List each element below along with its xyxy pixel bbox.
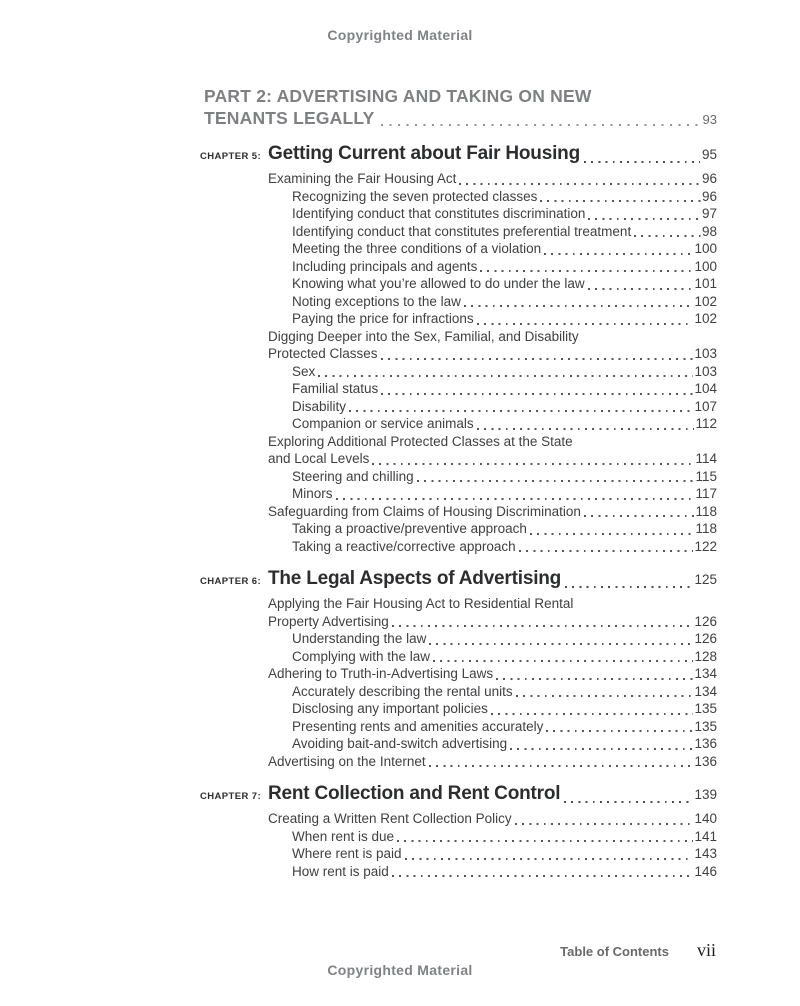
dot-leader: [459, 183, 701, 185]
toc-entry-page-number: 135: [694, 701, 717, 716]
dot-leader: [546, 730, 693, 732]
toc-entry-label: Disability: [292, 398, 347, 414]
toc-entry-label: When rent is due: [292, 828, 395, 844]
toc-entry-label: How rent is paid: [292, 863, 389, 879]
toc-entry-page-number: 98: [701, 223, 717, 239]
chapter-title: Getting Current about Fair Housing: [268, 143, 580, 164]
toc-entry-label: Sex: [292, 363, 316, 379]
dot-leader: [464, 305, 694, 307]
dot-leader: [530, 533, 695, 535]
dot-leader: [392, 625, 694, 627]
toc-entry-label: Advertising on the Internet: [268, 753, 426, 769]
toc-entry-label: Understanding the law: [292, 631, 427, 646]
toc-entry: [292, 520, 717, 538]
toc-entry-label: Creating a Written Rent Collection Policy: [268, 811, 512, 826]
toc-entry-page-number: 134: [694, 683, 717, 699]
toc-entry-label: Digging Deeper into the Sex, Familial, and Disability: [268, 328, 579, 344]
dot-leader: [480, 270, 693, 272]
toc-entry: [292, 398, 717, 416]
toc-entry-page-number: 102: [694, 311, 717, 326]
dot-leader: [544, 253, 693, 255]
toc-entry-page-number: 122: [694, 538, 717, 554]
toc-entry-label: Applying the Fair Housing Act to Residential Rental: [268, 596, 574, 611]
toc-entry: [292, 648, 717, 666]
toc-entry-page-number: 100: [694, 241, 717, 256]
dot-leader: [433, 660, 693, 662]
toc-entry-label: Companion or service animals: [292, 416, 474, 431]
toc-entry-label: Knowing what you’re allowed to do under the law: [292, 276, 585, 291]
page-footer: [560, 940, 716, 961]
dot-leader: [564, 801, 692, 803]
toc-entry: [292, 258, 717, 276]
dot-leader: [491, 713, 694, 715]
toc-entry-page-number: 107: [694, 398, 717, 414]
toc-entry: [292, 415, 717, 433]
toc-entry-label: Familial status: [292, 381, 379, 396]
toc-entry-label: Identifying conduct that constitutes preferential treatment: [292, 223, 632, 239]
part-heading-line2: [204, 108, 717, 131]
toc-entry: [292, 275, 717, 293]
dot-leader: [392, 875, 694, 877]
toc-entry-page-number: 115: [695, 468, 717, 484]
dot-leader: [417, 480, 695, 482]
toc-entry: [292, 293, 717, 311]
dot-leader: [584, 161, 700, 163]
toc-entry: [268, 665, 717, 683]
toc-entry-label: Meeting the three conditions of a violation: [292, 241, 542, 256]
toc-entry: [292, 630, 717, 648]
toc-entry-wrap-line: [268, 433, 717, 451]
toc-entry: [292, 223, 717, 241]
part-heading-label2: TENANTS LEGALLY: [204, 107, 375, 128]
toc-entry-label: Noting exceptions to the law: [292, 293, 461, 309]
toc-entry-page-number: 126: [694, 613, 717, 629]
toc-entry-label-continued: Property Advertising: [268, 613, 389, 629]
toc-entry: [292, 718, 717, 736]
toc-entry-label: Examining the Fair Housing Act: [268, 171, 457, 186]
dot-leader: [496, 678, 693, 680]
toc-entry-page-number: 118: [695, 503, 717, 519]
toc-entry: [292, 188, 717, 206]
toc-entry: [292, 700, 717, 718]
toc-entry-label: Adhering to Truth-in-Advertising Laws: [268, 666, 494, 681]
toc-entry-page-number: 112: [695, 416, 717, 431]
toc-entry-page-number: 101: [694, 276, 717, 291]
chapter-entries: [200, 810, 717, 880]
toc-entry-label: Where rent is paid: [292, 846, 402, 861]
chapter-heading: [200, 782, 717, 808]
toc-entry-label: Taking a proactive/preventive approach: [292, 521, 527, 536]
toc-entry-page-number: 136: [694, 753, 717, 769]
toc-entry: [292, 363, 717, 381]
footer-section-label: Table of Contents: [560, 944, 669, 959]
toc-entry-wrap-line: [268, 595, 717, 613]
dot-leader: [397, 840, 693, 842]
toc-entry-page-number: 117: [695, 486, 717, 501]
toc-entry-label: Avoiding bait-and-switch advertising: [292, 736, 508, 751]
toc-entry-page-number: 102: [694, 293, 717, 309]
dot-leader: [540, 200, 701, 202]
chapter-title: Rent Collection and Rent Control: [268, 783, 561, 804]
toc-entry-wrap-line: [268, 328, 717, 346]
dot-leader: [477, 323, 694, 325]
part-heading: [204, 86, 717, 130]
toc-entry-page-number: 114: [695, 451, 717, 466]
chapter-number-label: CHAPTER 5:: [200, 151, 262, 162]
chapter-title: The Legal Aspects of Advertising: [268, 568, 562, 589]
toc-entry: [268, 810, 717, 828]
toc-entry-page-number: 103: [694, 346, 717, 361]
toc-entry-page-number: 146: [694, 863, 717, 879]
toc-entry-page-number: 126: [694, 631, 717, 646]
toc-entry: [292, 538, 717, 556]
footer-page-number: vii: [696, 940, 716, 960]
toc-entry-page-number: 100: [694, 258, 717, 274]
dot-leader: [565, 586, 692, 588]
chapter-entries: [200, 595, 717, 770]
toc-entry-label: Exploring Additional Protected Classes at the State: [268, 433, 573, 449]
toc-entry: [292, 845, 717, 863]
chapter-heading: [200, 567, 717, 593]
toc-entry-label: Presenting rents and amenities accurately: [292, 718, 544, 734]
toc-entry-page-number: 136: [694, 736, 717, 751]
toc-entry-label: Minors: [292, 486, 333, 501]
toc-entry-label: Steering and chilling: [292, 468, 414, 484]
toc-entry: [292, 683, 717, 701]
toc-entry-page-number: 134: [694, 666, 717, 681]
chapter-number-label: CHAPTER 7:: [200, 791, 262, 802]
toc-entry-page-number: 103: [694, 363, 717, 379]
toc-entry-page-number: 97: [701, 206, 717, 221]
dot-leader: [318, 375, 693, 377]
toc-entry: [292, 828, 717, 846]
toc-entry: [292, 205, 717, 223]
toc-entry: [292, 735, 717, 753]
dot-leader: [588, 218, 701, 220]
dot-leader: [519, 550, 694, 552]
chapter-page-number: 125: [694, 572, 717, 587]
toc-entry-page-number: 104: [694, 381, 717, 396]
toc-entry: [268, 170, 717, 188]
dot-leader: [336, 498, 695, 500]
toc-entry: [292, 240, 717, 258]
toc-entry: [268, 613, 717, 631]
dot-leader: [372, 463, 694, 465]
toc-entry: [268, 753, 717, 771]
toc-entry: [268, 345, 717, 363]
copyright-watermark-bottom: Copyrighted Material: [327, 962, 473, 978]
toc-entry-label: Paying the price for infractions: [292, 311, 474, 326]
chapter-page-number: 95: [701, 147, 717, 162]
dot-leader: [510, 748, 693, 750]
dot-leader: [516, 695, 694, 697]
dot-leader: [429, 765, 694, 767]
toc-entry-label: Safeguarding from Claims of Housing Discrimination: [268, 503, 581, 519]
dot-leader: [381, 124, 699, 126]
toc-entry: [268, 503, 717, 521]
toc-entry-label: Disclosing any important policies: [292, 701, 488, 716]
toc-entry-label: Including principals and agents: [292, 258, 478, 274]
toc-entry: [292, 310, 717, 328]
part-page-number: 93: [702, 111, 717, 127]
dot-leader: [634, 235, 701, 237]
toc-entry-page-number: 96: [701, 171, 717, 186]
toc-entry-page-number: 143: [694, 846, 717, 861]
chapter-block: [200, 782, 717, 880]
dot-leader: [349, 410, 693, 412]
toc-entry-page-number: 96: [701, 188, 717, 204]
chapter-block: [200, 567, 717, 770]
toc-entry: [292, 863, 717, 881]
toc-entry-label: Complying with the law: [292, 648, 431, 664]
chapters-list: [200, 142, 717, 880]
dot-leader: [429, 643, 693, 645]
dot-leader: [588, 288, 694, 290]
toc-entry-label: Accurately describing the rental units: [292, 683, 513, 699]
toc-entry-label: Taking a reactive/corrective approach: [292, 538, 516, 554]
toc-entry-page-number: 140: [694, 811, 717, 826]
chapter-page-number: 139: [694, 787, 717, 802]
dot-leader: [515, 823, 694, 825]
toc-entry-label-continued: Protected Classes: [268, 346, 378, 361]
toc-entry-page-number: 128: [694, 648, 717, 664]
toc-entry: [268, 450, 717, 468]
chapter-entries: [200, 170, 717, 555]
chapter-number-label: CHAPTER 6:: [200, 576, 262, 587]
dot-leader: [381, 393, 693, 395]
toc-entry: [292, 468, 717, 486]
toc-content: [200, 86, 717, 880]
toc-entry-label-continued: and Local Levels: [268, 451, 370, 466]
part-heading-line1: PART 2: ADVERTISING AND TAKING ON NEW: [204, 86, 592, 106]
chapter-block: [200, 142, 717, 555]
toc-entry-label: Recognizing the seven protected classes: [292, 188, 538, 204]
dot-leader: [584, 515, 695, 517]
toc-entry-page-number: 118: [695, 521, 717, 536]
toc-entry-label: Identifying conduct that constitutes discrimination: [292, 206, 586, 221]
dot-leader: [405, 858, 694, 860]
toc-entry: [292, 485, 717, 503]
toc-entry-page-number: 135: [694, 718, 717, 734]
chapter-heading: [200, 142, 717, 168]
dot-leader: [381, 358, 694, 360]
toc-entry: [292, 380, 717, 398]
toc-entry-page-number: 141: [694, 828, 717, 844]
copyright-watermark-top: Copyrighted Material: [327, 27, 473, 43]
dot-leader: [477, 428, 695, 430]
